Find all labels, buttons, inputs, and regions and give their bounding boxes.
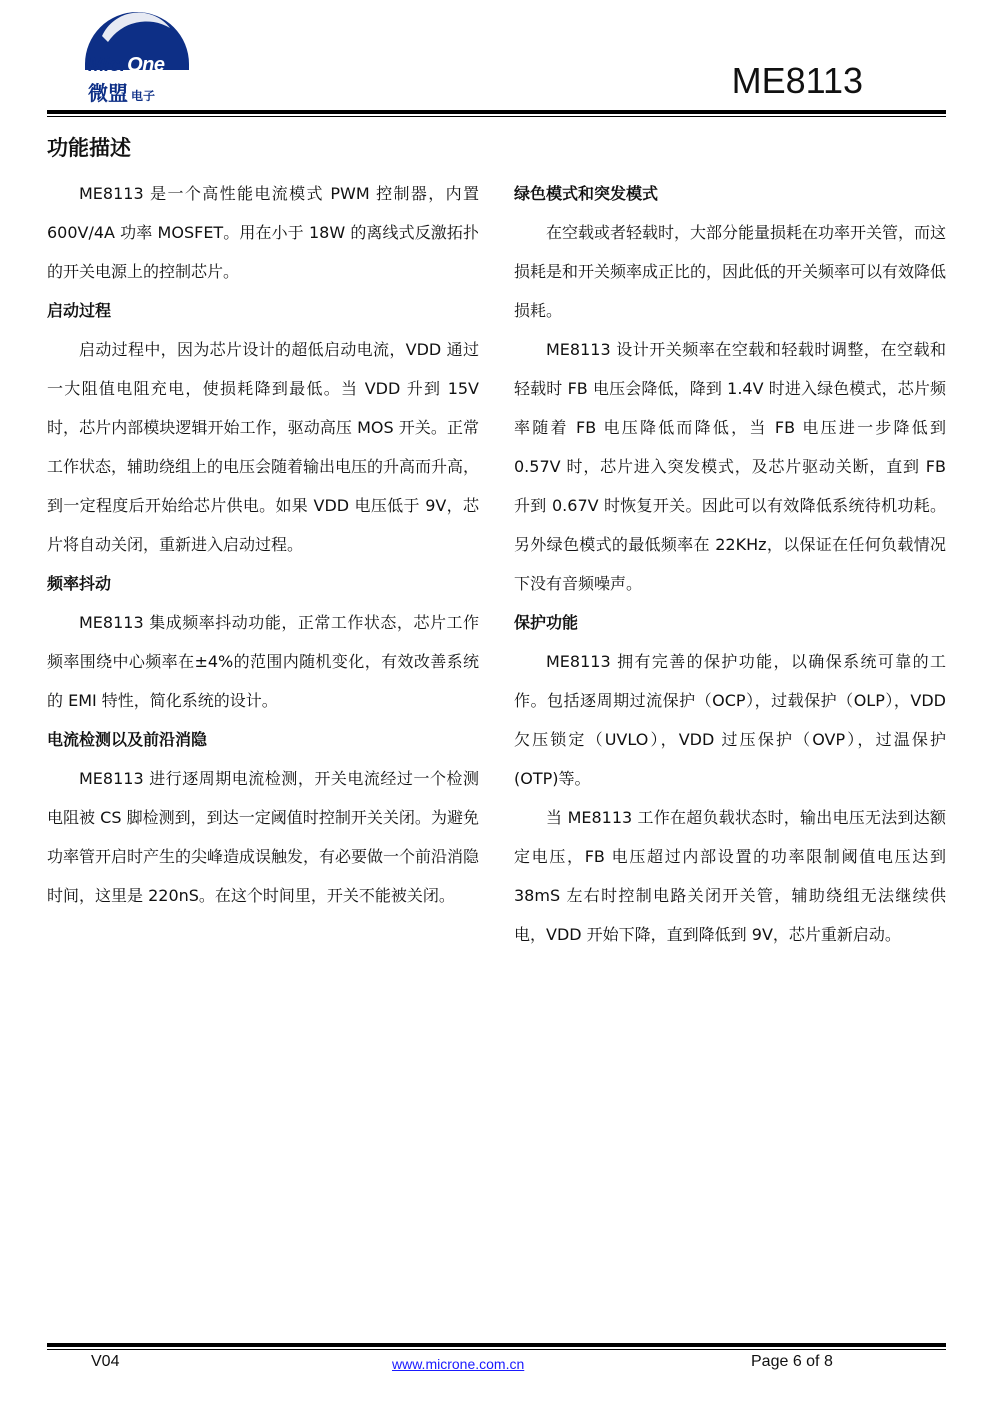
green-mode-paragraph-1: 在空载或者轻载时，大部分能量损耗在功率开关管，而这损耗是和开关频率成正比的，因此低的开关频率可以有效降低损耗。 [514, 223, 947, 320]
header-rule-thick [47, 110, 946, 114]
company-logo [82, 6, 192, 104]
logo-chinese-name: 微盟 电子 [88, 81, 156, 105]
intro-paragraph: ME8113 是一个高性能电流模式 PWM 控制器，内置 600V/4A 功率 MOSFET。用在小于 18W 的离线式反激拓扑的开关电源上的控制芯片。 [47, 184, 479, 281]
startup-paragraph: 启动过程中，因为芯片设计的超低启动电流，VDD 通过一大阻值电阻充电，使损耗降到最低。当 VDD 升到 15V 时，芯片内部模块逻辑开始工作，驱动高压 MOS 开关。正常工作状态，辅助绕组上的电压会随着输出电压的升高而升高，到一定程度后开始给芯片供电。如果 VDD 电压低于 9V，芯片将自动关闭，重新进入启动过程。 [47, 340, 480, 554]
startup-heading: 启动过程 [47, 301, 112, 320]
left-column [47, 174, 479, 915]
header-rule-thin [47, 116, 946, 117]
protection-heading: 保护功能 [514, 613, 579, 632]
right-column [514, 174, 946, 954]
green-mode-paragraph-2: ME8113 设计开关频率在空载和轻载时调整，在空载和轻载时 FB 电压会降低，降到 1.4V 时进入绿色模式，芯片频率随着 FB 电压降低而降低，当 FB 电压进一步降低到 0.57V 时，芯片进入突发模式，及芯片驱动关断，直到 FB 升到 0.67V 时恢复开关。因此可以有效降低系统待机功耗。另外绿色模式的最低频率在 22KHz，以保证在任何负载情况下没有音频噪声。 [514, 340, 946, 593]
page-title: 功能描述 [47, 136, 131, 160]
document-version: V04 [91, 1353, 120, 1370]
jitter-paragraph: ME8113 集成频率抖动功能，正常工作状态，芯片工作频率围绕中心频率在±4%的范围内随机变化，有效改善系统的 EMI 特性，简化系统的设计。 [47, 613, 479, 710]
jitter-heading: 频率抖动 [47, 574, 112, 593]
current-sense-paragraph: ME8113 进行逐周期电流检测，开关电流经过一个检测电阻被 CS 脚检测到，到达一定阈值时控制开关关闭。为避免功率管开启时产生的尖峰造成误触发，有必要做一个前沿消隐时间，这里是 220nS。在这个时间里，开关不能被关闭。 [47, 769, 480, 905]
page-number: Page 6 of 8 [751, 1353, 833, 1370]
website-link[interactable]: www.microne.com.cn [392, 1356, 525, 1372]
green-mode-heading: 绿色模式和突发模式 [514, 184, 659, 203]
logo-wordmark: MicrOne [88, 54, 165, 76]
footer-rule-thick [47, 1343, 946, 1347]
footer-rule-thin [47, 1349, 946, 1350]
protection-paragraph-2: 当 ME8113 工作在超负载状态时，输出电压无法到达额定电压，FB 电压超过内部设置的功率限制阈值电压达到 38mS 左右时控制电路关闭开关管，辅助绕组无法继续供电，VDD 开始下降，直到降低到 9V，芯片重新启动。 [514, 808, 946, 944]
protection-paragraph-1: ME8113 拥有完善的保护功能，以确保系统可靠的工作。包括逐周期过流保护（OCP），过载保护（OLP），VDD 欠压锁定（UVLO），VDD 过压保护（OVP），过温保护(OTP)等。 [514, 652, 946, 788]
current-sense-heading: 电流检测以及前沿消隐 [47, 730, 208, 749]
model-number: ME8113 [731, 60, 863, 101]
